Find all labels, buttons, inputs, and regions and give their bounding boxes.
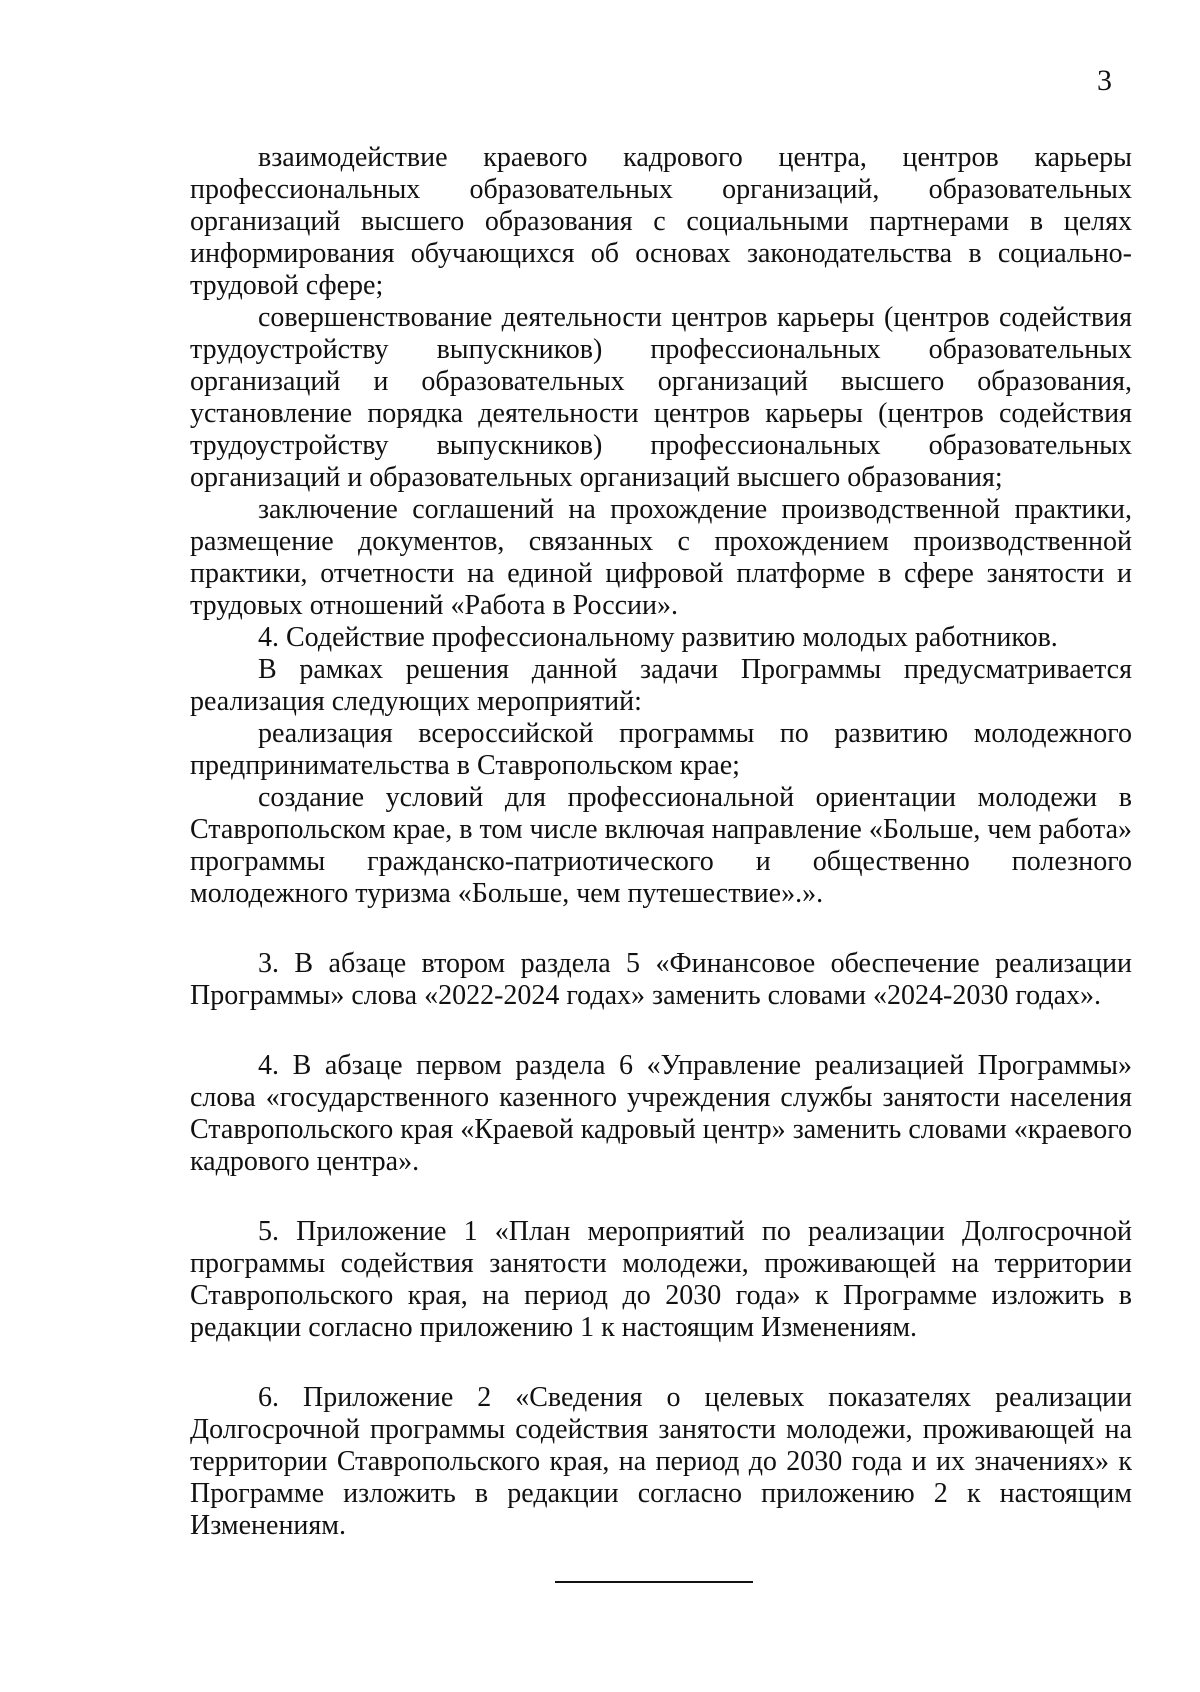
paragraph-11: 6. Приложение 2 «Сведения о целевых показателях реализации Долгосрочной программы содействия занятости молодежи, проживающей на территории Ставропольского края, на период до 2030 года и их значениях» к Программе изложить в редакции согласно приложению 2 к настоящим Изменениям. bbox=[190, 1382, 1132, 1541]
paragraph-3: заключение соглашений на прохождение производственной практики, размещение документов, связанных с прохождением производственной практики, отчетности на единой цифровой платформе в сфере занятости и трудовых отношений «Работа в России». bbox=[190, 494, 1132, 621]
paragraph-6: реализация всероссийской программы по развитию молодежного предпринимательства в Ставропольском крае; bbox=[190, 718, 1132, 781]
paragraph-7: создание условий для профессиональной ориентации молодежи в Ставропольском крае, в том числе включая направление «Больше, чем работа» программы гражданско-патриотического и общественно полезного молодежного туризма «Больше, чем путешествие».». bbox=[190, 782, 1132, 909]
paragraph-10: 5. Приложение 1 «План мероприятий по реализации Долгосрочной программы содействия занятости молодежи, проживающей на территории Ставропольского края, на период до 2030 года» к Программе изложить в редакции согласно приложению 1 к настоящим Изменениям. bbox=[190, 1216, 1132, 1343]
section-gap bbox=[190, 1012, 1132, 1050]
paragraph-2: совершенствование деятельности центров карьеры (центров содействия трудоустройству выпускников) профессиональных образовательных организаций и образовательных организаций высшего образования, установление порядка деятельности центров карьеры (центров содействия трудоустройству выпускников) профессиональных образовательных организаций и образовательных организаций высшего образования; bbox=[190, 302, 1132, 493]
paragraph-8: 3. В абзаце втором раздела 5 «Финансовое обеспечение реализации Программы» слова «2022-2024 годах» заменить словами «2024-2030 годах». bbox=[190, 948, 1132, 1011]
document-body bbox=[190, 142, 1132, 1542]
paragraph-5: В рамках решения данной задачи Программы предусматривается реализация следующих мероприятий: bbox=[190, 654, 1132, 717]
section-gap bbox=[190, 1344, 1132, 1382]
page-number: 3 bbox=[1097, 64, 1112, 97]
section-gap bbox=[190, 910, 1132, 948]
paragraph-9: 4. В абзаце первом раздела 6 «Управление реализацией Программы» слова «государственного казенного учреждения службы занятости населения Ставропольского края «Краевой кадровый центр» заменить словами «краевого кадрового центра». bbox=[190, 1050, 1132, 1177]
paragraph-4: 4. Содействие профессиональному развитию молодых работников. bbox=[258, 622, 1058, 653]
section-gap bbox=[190, 1178, 1132, 1216]
paragraph-1: взаимодействие краевого кадрового центра, центров карьеры профессиональных образовательных организаций, образовательных организаций высшего образования с социальными партнерами в целях информирования обучающихся об основах законодательства в социально-трудовой сфере; bbox=[190, 142, 1132, 301]
closing-divider bbox=[555, 1581, 753, 1583]
